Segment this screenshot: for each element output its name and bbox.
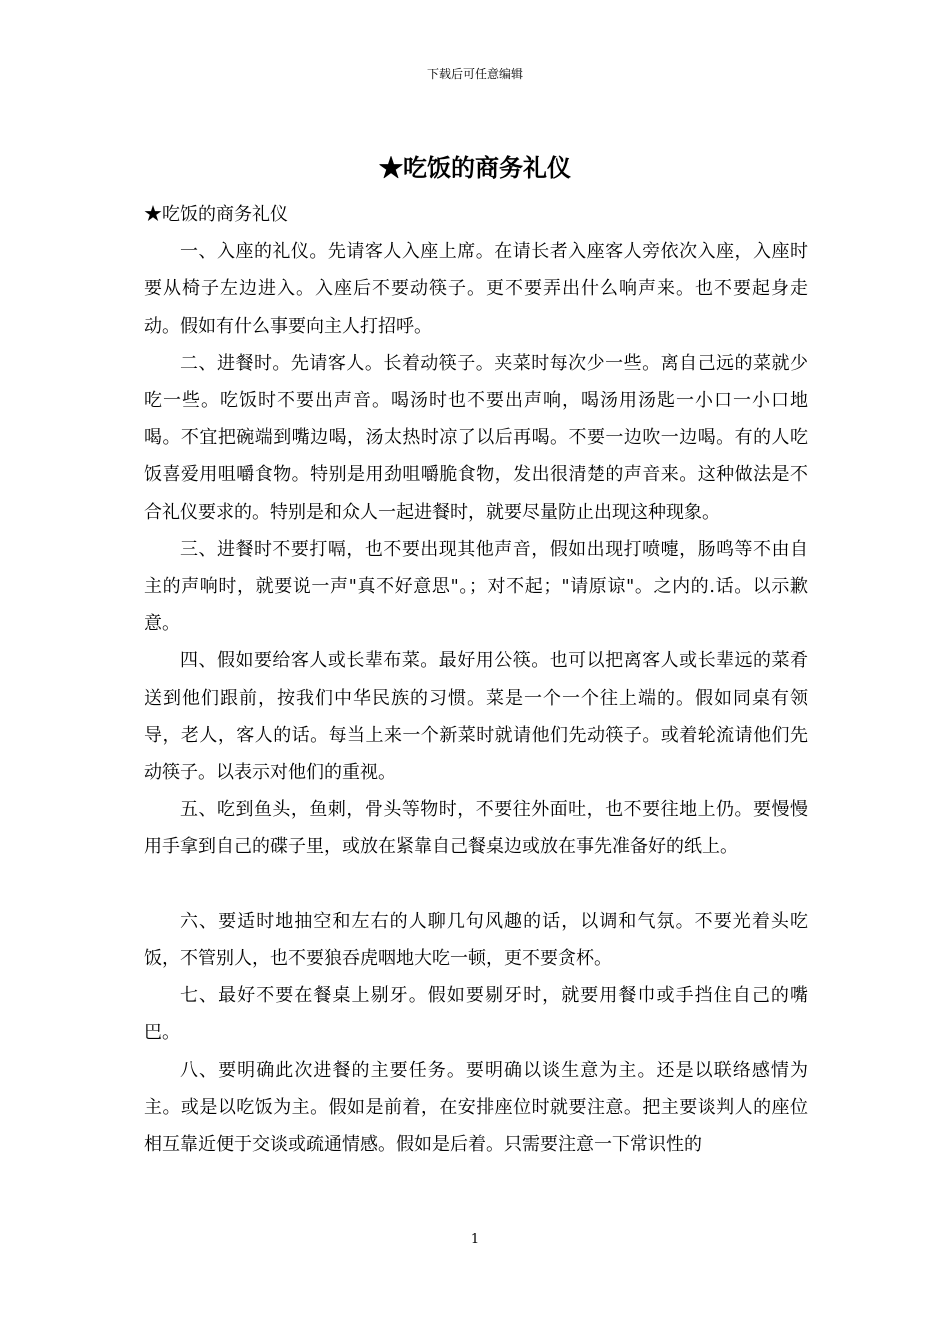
paragraph-bones: 五、吃到鱼头，鱼刺，骨头等物时，不要往外面吐，也不要往地上仍。要慢慢用手拿到自己的碟子里，或放在紧靠自己餐桌边或放在事先准备好的纸上。 [144, 799, 808, 858]
paragraph-conversation: 六、要适时地抽空和左右的人聊几句风趣的话，以调和气氛。不要光着头吃饭，不管别人，也不要狼吞虎咽地大吃一顿，更不要贪杯。 [144, 910, 808, 970]
paragraph-purpose: 八、要明确此次进餐的主要任务。要明确以谈生意为主。还是以联络感情为主。或是以吃饭为主。假如是前着，在安排座位时就要注意。把主要谈判人的座位相互靠近便于交谈或疏通情感。假如是后着。只需要注意一下常识性的 [144, 1059, 808, 1156]
paragraph-dining: 二、进餐时。先请客人。长着动筷子。夹菜时每次少一些。离自己远的菜就少吃一些。吃饭时不要出声音。喝汤时也不要出声响，喝汤用汤匙一小口一小口地喝。不宜把碗端到嘴边喝，汤太热时凉了以后再喝。不要一边吹一边喝。有的人吃饭喜爱用咀嚼食物。特别是用劲咀嚼脆食物，发出很清楚的声音来。这种做法是不合礼仪要求的。特别是和众人一起进餐时，就要尽量防止出现这种现象。 [144, 352, 808, 523]
paragraph-spacer [144, 866, 808, 903]
paragraph-noises: 三、进餐时不要打嗝，也不要出现其他声音，假如出现打喷嚏，肠鸣等不由自主的声响时，就要说一声"真不好意思"。；对不起；"请原谅"。之内的.话。以示歉意。 [144, 538, 808, 635]
paragraph-toothpick: 七、最好不要在餐桌上剔牙。假如要剔牙时，就要用餐巾或手挡住自己的嘴巴。 [144, 985, 808, 1044]
page-number: 1 [470, 1232, 480, 1247]
document-body [144, 196, 808, 1163]
paragraph-seating: 一、入座的礼仪。先请客人入座上席。在请长者入座客人旁依次入座，入座时要从椅子左边进入。入座后不要动筷子。更不要弄出什么响声来。也不要起身走动。假如有什么事要向主人打招呼。 [144, 241, 808, 337]
document-title: ★吃饭的商务礼仪 [379, 153, 571, 182]
page-header-note: 下载后可任意编辑 [426, 67, 523, 81]
document-subtitle: ★吃饭的商务礼仪 [144, 204, 288, 225]
paragraph-serving: 四、假如要给客人或长辈布菜。最好用公筷。也可以把离客人或长辈远的菜肴送到他们跟前，按我们中华民族的习惯。菜是一个一个往上端的。假如同桌有领导，老人，客人的话。每当上来一个新菜时就请他们先动筷子。或着轮流请他们先动筷子。以表示对他们的重视。 [144, 650, 808, 784]
